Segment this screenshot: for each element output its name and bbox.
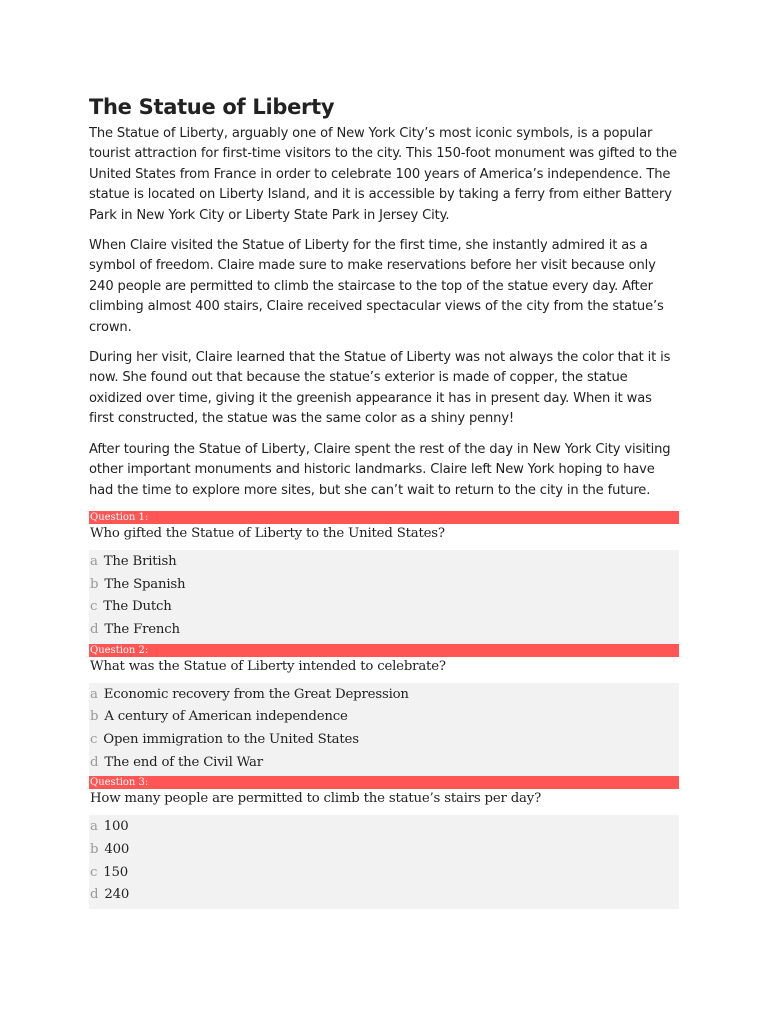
question-2 (89, 644, 679, 777)
paragraph-2: When Claire visited the Statue of Liberty for the first time, she instantly admired it as a symbol of freedom. Claire made sure to make reservations before her visit because only 240 people are permitted to climb the staircase to the top of the statue every day. After climbing almost 400 stairs, Claire received spectacular views of the city from the statue’s crown. (89, 238, 664, 335)
option-letter: d (90, 754, 99, 770)
answer-option-c[interactable] (89, 596, 679, 619)
answer-option-d[interactable] (89, 884, 679, 907)
question-3 (89, 776, 679, 909)
question-header: Question 1: (89, 511, 679, 524)
answer-option-a[interactable] (89, 551, 679, 574)
answer-option-a[interactable] (89, 816, 679, 839)
answer-options (89, 550, 679, 644)
option-letter: d (90, 621, 99, 637)
option-letter: c (90, 732, 98, 748)
option-letter: b (90, 709, 99, 725)
question-text: What was the Statue of Liberty intended to celebrate? (90, 658, 446, 674)
option-text: 240 (104, 887, 130, 903)
option-letter: c (90, 599, 98, 615)
option-text: The Dutch (103, 599, 172, 615)
page-title: The Statue of Liberty (89, 95, 335, 119)
option-text: 400 (104, 842, 130, 858)
option-text: 150 (103, 864, 129, 880)
answer-option-b[interactable] (89, 574, 679, 597)
answer-option-b[interactable] (89, 706, 679, 729)
option-text: The British (103, 553, 177, 569)
answer-option-b[interactable] (89, 839, 679, 862)
answer-options (89, 683, 679, 777)
option-letter: d (90, 887, 99, 903)
question-1 (89, 511, 679, 644)
answer-option-c[interactable] (89, 729, 679, 752)
paragraph-1: The Statue of Liberty, arguably one of New York City’s most iconic symbols, is a popular tourist attraction for first-time visitors to the city. This 150-foot monument was gifted to the United States from France in order to celebrate 100 years of America’s independence. The statue is located on Liberty Island, and it is accessible by taking a ferry from either Battery Park in New York City or Liberty State Park in Jersey City. (89, 126, 677, 223)
question-header: Question 3: (89, 776, 679, 789)
option-text: The end of the Civil War (104, 754, 263, 770)
answer-option-a[interactable] (89, 684, 679, 707)
document-page (89, 92, 679, 909)
answer-options (89, 815, 679, 909)
answer-option-d[interactable] (89, 619, 679, 642)
option-text: The French (104, 621, 180, 637)
option-text: The Spanish (104, 576, 186, 592)
option-letter: c (90, 864, 98, 880)
question-text: Who gifted the Statue of Liberty to the United States? (90, 525, 445, 541)
answer-option-c[interactable] (89, 862, 679, 885)
option-text: Open immigration to the United States (103, 732, 359, 748)
option-letter: a (90, 686, 98, 702)
paragraph-4: After touring the Statue of Liberty, Claire spent the rest of the day in New York City visiting other important monuments and historic landmarks. Claire left New York hoping to have had the time to explore more sites, but she can’t wait to return to the city in the future. (89, 441, 671, 498)
option-letter: b (90, 576, 99, 592)
quiz (89, 511, 679, 909)
option-letter: b (90, 842, 99, 858)
answer-option-d[interactable] (89, 752, 679, 775)
question-text: How many people are permitted to climb the statue’s stairs per day? (90, 791, 541, 807)
option-text: A century of American independence (104, 709, 348, 725)
option-text: 100 (103, 819, 129, 835)
option-text: Economic recovery from the Great Depression (103, 686, 409, 702)
paragraph-3: During her visit, Claire learned that the Statue of Liberty was not always the color that it is now. She found out that because the statue’s exterior is made of copper, the statue oxidized over time, giving it the greenish appearance it has in present day. When it was first constructed, the statue was the same color as a shiny penny! (89, 350, 671, 427)
question-header: Question 2: (89, 644, 679, 657)
option-letter: a (90, 819, 98, 835)
option-letter: a (90, 553, 98, 569)
